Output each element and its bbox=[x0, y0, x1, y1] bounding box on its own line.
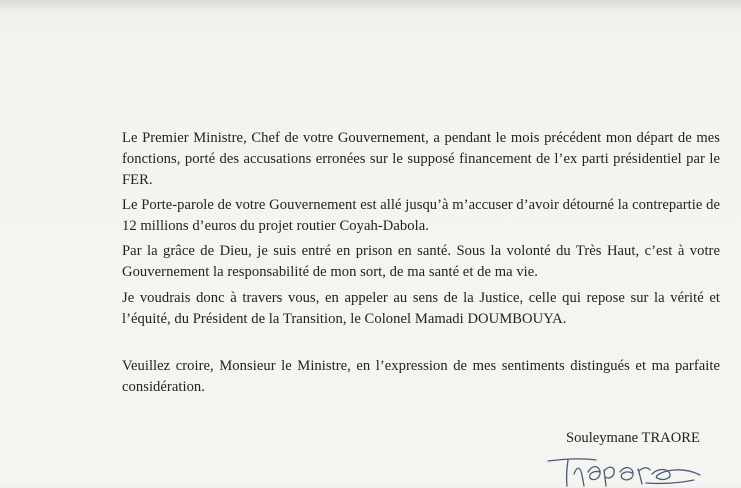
signatory-name: Souleymane TRAORE bbox=[566, 430, 700, 446]
paragraph-appeal-justice: Je voudrais donc à travers vous, en appeler au sens de la Justice, celle qui repose sur la vérité et l’équité, du Président de la Transition, le Colonel Mamadi DOUMBOUYA. bbox=[122, 290, 720, 327]
paragraph-accusations-prime-minister: Le Premier Ministre, Chef de votre Gouvernement, a pendant le mois précédent mon départ de mes fonctions, porté des accusations erronées sur le supposé financement de l’ex parti présidentiel par le FER. bbox=[122, 130, 720, 188]
scan-shadow bbox=[0, 0, 741, 10]
paragraph-prison-health: Par la grâce de Dieu, je suis entré en prison en santé. Sous la volonté du Très Haut, c’est à votre Gouvernement la responsabilité de mon sort, de ma santé et de ma vie. bbox=[122, 243, 720, 280]
paragraph-spokesperson-accusation: Le Porte-parole de votre Gouvernement est allé jusqu’à m’accuser d’avoir détourné la contrepartie de 12 millions d’euros du projet routier Coyah-Dabola. bbox=[122, 197, 720, 234]
handwritten-signature bbox=[544, 448, 704, 488]
paragraph-closing-salutation: Veuillez croire, Monsieur le Ministre, en l’expression de mes sentiments distingués et ma parfaite considération. bbox=[122, 358, 720, 395]
